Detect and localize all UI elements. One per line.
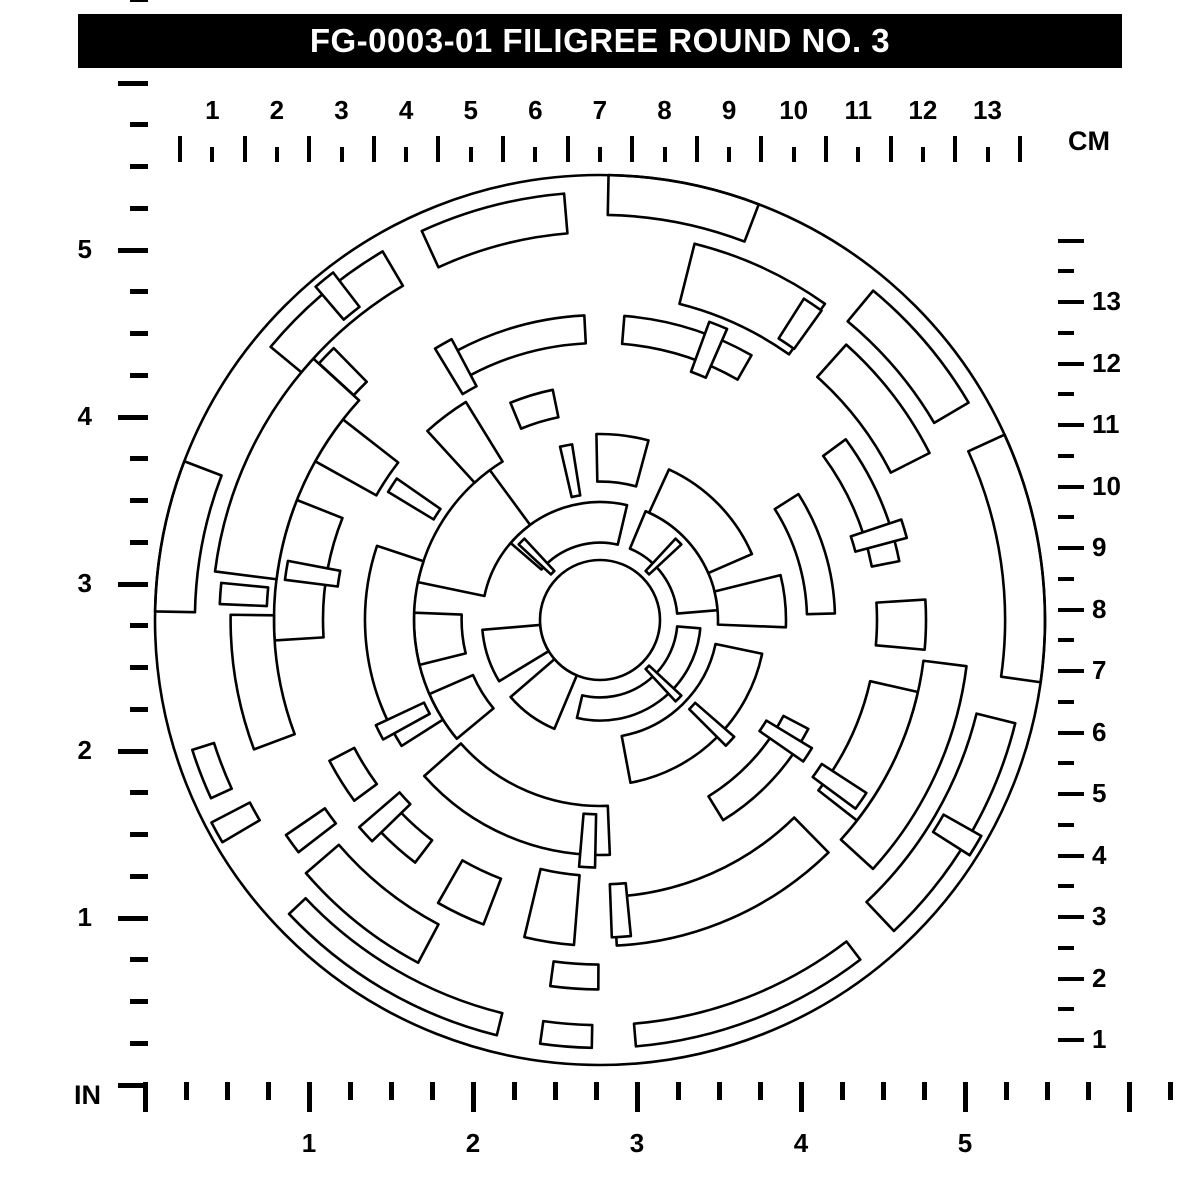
ruler-tick xyxy=(130,122,148,127)
ruler-tick xyxy=(840,1082,845,1100)
ruler-tick xyxy=(986,147,990,162)
maze-segment xyxy=(579,814,596,868)
maze-segment xyxy=(438,860,501,924)
maze-segment xyxy=(634,942,860,1047)
maze-segment xyxy=(329,748,376,801)
maze-segment xyxy=(968,435,1045,683)
maze-segment xyxy=(715,575,786,627)
ruler-tick xyxy=(130,289,148,294)
ruler-label-in-bottom: 5 xyxy=(957,1128,973,1158)
ruler-tick xyxy=(184,1082,189,1100)
ruler-tick xyxy=(430,1082,435,1100)
ruler-label-cm-right: 9 xyxy=(1092,532,1107,562)
ruler-tick xyxy=(130,164,148,169)
ruler-tick xyxy=(1058,331,1074,335)
ruler-tick xyxy=(130,206,148,211)
ruler-tick xyxy=(856,147,860,162)
ruler-label-in-left: 2 xyxy=(77,735,92,765)
maze-segment xyxy=(456,315,586,375)
ruler-tick xyxy=(118,415,148,420)
ruler-tick xyxy=(130,707,148,712)
ruler-tick xyxy=(340,147,344,162)
ruler-label-cm-right: 3 xyxy=(1092,901,1107,931)
ruler-label-cm-right: 12 xyxy=(1092,347,1121,378)
ruler-tick xyxy=(118,582,148,587)
ruler-tick xyxy=(404,147,408,162)
ruler-tick xyxy=(1058,792,1084,796)
ruler-tick xyxy=(118,81,148,86)
ruler-tick xyxy=(824,136,828,162)
ruler-tick xyxy=(1058,423,1084,427)
maze-segment xyxy=(540,1021,592,1048)
ruler-label-cm-top: 4 xyxy=(398,95,414,125)
ruler-label-cm-right: 10 xyxy=(1092,470,1121,501)
ruler-tick xyxy=(118,916,148,921)
maze-segment xyxy=(211,802,259,842)
ruler-tick xyxy=(1058,362,1084,366)
ruler-tick xyxy=(695,136,699,162)
ruler-tick xyxy=(372,136,376,162)
ruler-tick xyxy=(143,1082,148,1112)
ruler-tick xyxy=(512,1082,517,1100)
ruler-tick xyxy=(1058,1038,1084,1042)
ruler-tick xyxy=(130,1041,148,1046)
ruler-tick xyxy=(758,1082,763,1100)
ruler-tick xyxy=(307,136,311,162)
ruler-tick xyxy=(118,749,148,754)
maze-segment xyxy=(429,675,493,739)
ruler-tick xyxy=(210,147,214,162)
ruler-tick xyxy=(598,147,602,162)
ruler-label-cm-top: 3 xyxy=(334,95,349,125)
ruler-tick xyxy=(881,1082,886,1100)
page-title: FG-0003-01 FILIGREE ROUND NO. 3 xyxy=(309,22,891,59)
maze-segment xyxy=(155,461,221,612)
maze-segment xyxy=(608,175,759,241)
ruler-tick xyxy=(1018,136,1022,162)
ruler-tick xyxy=(130,957,148,962)
ruler-tick xyxy=(799,1082,804,1112)
ruler-tick xyxy=(922,1082,927,1100)
ruler-label-cm-top: 1 xyxy=(205,95,220,125)
ruler-tick xyxy=(266,1082,271,1100)
ruler-label-cm-right: 4 xyxy=(1092,839,1107,870)
ruler-tick xyxy=(1058,915,1084,919)
ruler-tick xyxy=(130,540,148,545)
ruler-label-in-left: 3 xyxy=(77,568,92,598)
maze-segment xyxy=(614,818,828,946)
ruler-tick xyxy=(921,147,925,162)
maze-segment xyxy=(560,444,580,497)
ruler-tick xyxy=(1058,854,1084,858)
ruler-tick xyxy=(471,1082,476,1112)
ruler-label-cm-right: 6 xyxy=(1092,716,1107,747)
maze-paths xyxy=(155,175,1045,1065)
ruler-label-cm-top: 9 xyxy=(721,95,737,125)
ruler-label-cm-right: 2 xyxy=(1092,962,1107,993)
ruler-tick xyxy=(225,1082,230,1100)
ruler-tick xyxy=(1058,485,1084,489)
ruler-tick xyxy=(130,874,148,879)
ruler-tick xyxy=(889,136,893,162)
ruler-tick xyxy=(1058,239,1084,243)
maze-segment xyxy=(510,390,558,429)
maze-segment xyxy=(286,808,336,852)
ruler-label-in-left: 5 xyxy=(77,234,92,264)
ruler-label-cm-right: 8 xyxy=(1092,593,1107,624)
maze-segment xyxy=(596,434,648,486)
ruler-tick xyxy=(1058,515,1074,519)
ruler-label-cm-top: 5 xyxy=(463,95,478,125)
ruler-tick xyxy=(1058,669,1084,673)
maze-segment xyxy=(524,869,579,945)
ruler-tick xyxy=(635,1082,640,1112)
ruler-label-in-bottom: 1 xyxy=(301,1128,317,1158)
unit-label-in-left: IN xyxy=(74,1080,101,1110)
ruler-tick xyxy=(130,498,148,503)
ruler-tick xyxy=(1058,823,1074,827)
maze-segment xyxy=(610,883,631,937)
ruler-tick xyxy=(1058,392,1074,396)
ruler-tick xyxy=(118,248,148,253)
ruler-tick xyxy=(130,665,148,670)
ruler-label-cm-right: 11 xyxy=(1092,409,1120,439)
ruler-tick xyxy=(243,136,247,162)
unit-label-cm-top: CM xyxy=(1068,126,1110,156)
ruler-label-cm-top: 10 xyxy=(779,95,809,125)
maze-segment xyxy=(414,613,466,665)
ruler-label-cm-top: 7 xyxy=(592,95,608,125)
ruler-tick xyxy=(1058,884,1074,888)
maze-segment xyxy=(511,502,627,569)
ruler-tick xyxy=(1058,269,1074,273)
maze-segment xyxy=(550,961,598,989)
ruler-tick xyxy=(717,1082,722,1100)
ruler-tick xyxy=(130,331,148,336)
ruler-tick xyxy=(1004,1082,1009,1100)
ruler-tick xyxy=(1058,454,1074,458)
ruler-tick xyxy=(1168,1082,1173,1100)
ruler-tick xyxy=(130,0,148,2)
maze-segment xyxy=(388,479,440,520)
ruler-tick xyxy=(436,136,440,162)
ruler-label-in-bottom: 4 xyxy=(793,1128,809,1158)
ruler-tick xyxy=(1058,638,1074,642)
maze-segment xyxy=(622,316,751,380)
ruler-label-in-bottom: 3 xyxy=(629,1128,645,1158)
ruler-label-in-bottom: 2 xyxy=(465,1128,481,1158)
ruler-tick xyxy=(553,1082,558,1100)
ruler-tick xyxy=(759,136,763,162)
ruler-tick xyxy=(1058,577,1074,581)
ruler-tick xyxy=(1058,977,1084,981)
ruler-label-cm-top: 2 xyxy=(269,95,285,125)
ruler-tick xyxy=(1058,1007,1074,1011)
ruler-tick xyxy=(389,1082,394,1100)
ruler-label-in-left: 1 xyxy=(77,902,92,932)
ruler-tick xyxy=(1058,608,1084,612)
ruler-tick xyxy=(1058,300,1084,304)
ruler-label-cm-right: 13 xyxy=(1092,286,1121,316)
ruler-tick xyxy=(130,623,148,628)
ruler-tick xyxy=(130,999,148,1004)
ruler-tick xyxy=(1058,731,1084,735)
ruler-tick xyxy=(348,1082,353,1100)
ruler-tick xyxy=(469,147,473,162)
maze-hub xyxy=(540,560,660,680)
ruler-tick xyxy=(130,373,148,378)
maze-segment xyxy=(192,743,231,798)
maze-segment xyxy=(418,470,530,596)
ruler-tick xyxy=(1058,761,1074,765)
ruler-tick xyxy=(963,1082,968,1112)
ruler-tick xyxy=(501,136,505,162)
ruler-tick xyxy=(676,1082,681,1100)
ruler-tick xyxy=(566,136,570,162)
ruler-tick xyxy=(1086,1082,1091,1100)
ruler-tick xyxy=(1127,1082,1132,1112)
ruler-tick xyxy=(130,456,148,461)
ruler-label-cm-right: 7 xyxy=(1092,655,1107,685)
ruler-tick xyxy=(727,147,731,162)
ruler-label-cm-top: 11 xyxy=(844,95,873,125)
maze-segment xyxy=(220,583,268,606)
ruler-tick xyxy=(307,1082,312,1112)
ruler-tick xyxy=(1058,946,1074,950)
ruler-tick xyxy=(178,136,182,162)
ruler-tick xyxy=(630,136,634,162)
ruler-label-cm-right: 5 xyxy=(1092,778,1107,808)
maze-segment xyxy=(427,402,502,483)
ruler-tick xyxy=(1058,546,1084,550)
ruler-tick xyxy=(130,790,148,795)
ruler-tick xyxy=(130,39,148,44)
ruler-label-cm-top: 13 xyxy=(973,95,1002,125)
ruler-tick xyxy=(275,147,279,162)
ruler-tick xyxy=(1045,1082,1050,1100)
ruler-label-cm-top: 8 xyxy=(657,95,672,125)
ruler-label-cm-top: 6 xyxy=(528,95,543,125)
ruler-tick xyxy=(663,147,667,162)
ruler-label-cm-top: 12 xyxy=(908,95,938,125)
ruler-tick xyxy=(1058,700,1074,704)
ruler-label-in-left: 4 xyxy=(77,401,92,431)
ruler-tick xyxy=(533,147,537,162)
ruler-tick xyxy=(130,832,148,837)
ruler-tick xyxy=(953,136,957,162)
ruler-label-cm-right: 1 xyxy=(1092,1024,1107,1054)
ruler-tick xyxy=(792,147,796,162)
maze-segment xyxy=(876,600,926,650)
ruler-tick xyxy=(594,1082,599,1100)
